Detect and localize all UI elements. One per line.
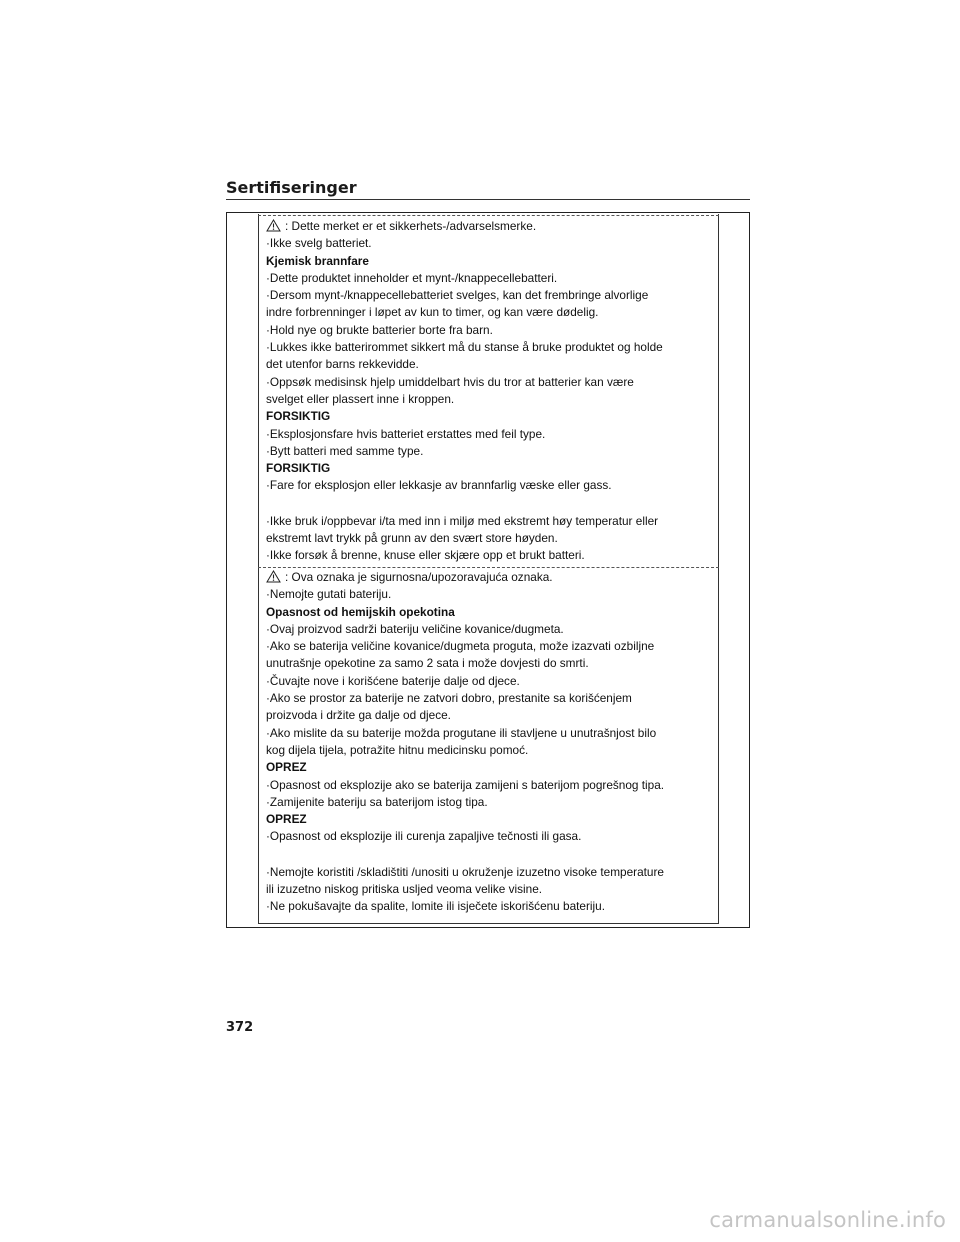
warning-text-line: unutrašnje opekotine za samo 2 sata i može dovjesti do smrti. <box>266 656 589 671</box>
warning-text-line: ·Hold nye og brukte batterier borte fra barn. <box>266 322 493 337</box>
section-heading: Kjemisk brannfare <box>266 253 369 268</box>
warning-text-line: ·Dersom mynt-/knappecellebatteriet svelges, kan det frembringe alvorlige <box>266 288 649 303</box>
warning-text-line: ili izuzetno niskog pritiska usljed veoma velike visine. <box>266 882 543 897</box>
warning-symbol-line <box>266 569 706 586</box>
warning-text-line: indre forbrenninger i løpet av kun to timer, og kan være dødelig. <box>266 305 599 320</box>
page-title: Sertifiseringer <box>226 178 357 197</box>
paragraph-gap <box>266 846 706 864</box>
warning-text-line: ·Opasnost od eksplozije ako se baterija zamijeni s baterijom pogrešnog tipa. <box>266 777 665 792</box>
paragraph-gap <box>266 495 706 513</box>
warning-text-line: ekstremt lavt trykk på grunn av den svært store høyden. <box>266 531 558 546</box>
section-heading: FORSIKTIG <box>266 409 331 424</box>
warning-text-line: ·Nemojte gutati bateriju. <box>266 587 392 602</box>
norwegian-warning-block <box>266 218 706 565</box>
warning-text-line: ·Nemojte koristiti /skladištiti /unositi u okruženje izuzetno visoke temperature <box>266 864 664 879</box>
warning-text-line: ·Zamijenite bateriju sa baterijom istog tipa. <box>266 794 488 809</box>
warning-text-line: ·Lukkes ikke batterirommet sikkert må du stanse å bruke produktet og holde <box>266 340 663 355</box>
warning-triangle-icon <box>266 570 281 583</box>
warning-triangle-icon <box>266 219 281 232</box>
warning-text-line: ·Ikke bruk i/oppbevar i/ta med inn i miljø med ekstremt høy temperatur eller <box>266 513 659 528</box>
warning-text-line: ·Ako se baterija veličine kovanice/dugmeta proguta, može izazvati ozbiljne <box>266 639 655 654</box>
warning-text-line: ·Ovaj proizvod sadrži bateriju veličine kovanice/dugmeta. <box>266 621 564 636</box>
section-heading: OPREZ <box>266 760 307 775</box>
watermark: carmanualsonline.info <box>709 1208 946 1232</box>
warning-text-line: ·Oppsøk medisinsk hjelp umiddelbart hvis du tror at batterier kan være <box>266 374 634 389</box>
warning-text-line: ·Dette produktet inneholder et mynt-/knappecellebatteri. <box>266 270 558 285</box>
warning-text-line: ·Eksplosjonsfare hvis batteriet erstattes med feil type. <box>266 426 546 441</box>
warning-symbol-line <box>266 218 706 235</box>
warning-text-line: ·Ikke svelg batteriet. <box>266 236 372 251</box>
page-number: 372 <box>226 1020 254 1035</box>
section-heading: Opasnost od hemijskih opekotina <box>266 604 455 619</box>
dashed-divider-top <box>258 215 719 216</box>
norwegian-lines <box>266 235 706 564</box>
section-heading: FORSIKTIG <box>266 461 331 476</box>
croatian-warning-block <box>266 569 706 916</box>
warning-symbol-text: : Ova oznaka je sigurnosna/upozoravajuća oznaka. <box>285 570 553 584</box>
warning-text-line: ·Ako se prostor za baterije ne zatvori dobro, prestanite sa korišćenjem <box>266 691 632 706</box>
warning-text-line: ·Ne pokušavajte da spalite, lomite ili isječete iskorišćenu bateriju. <box>266 899 605 914</box>
title-divider <box>226 199 750 200</box>
warning-text-line: ·Fare for eksplosjon eller lekkasje av brannfarlig væske eller gass. <box>266 478 612 493</box>
frame-bottom-line <box>258 923 719 924</box>
section-heading: OPREZ <box>266 812 307 827</box>
warning-text-line: ·Ikke forsøk å brenne, knuse eller skjære opp et brukt batteri. <box>266 548 585 563</box>
warning-text-line: ·Opasnost od eksplozije ili curenja zapaljive tečnosti ili gasa. <box>266 829 582 844</box>
warning-text-line: ·Čuvajte nove i korišćene baterije dalje od djece. <box>266 673 520 688</box>
warning-text-line: ·Ako mislite da su baterije možda progutane ili stavljene u unutrašnjost bilo <box>266 725 657 740</box>
warning-text-line: svelget eller plassert inne i kroppen. <box>266 391 455 406</box>
dashed-divider-middle <box>258 567 719 568</box>
warning-text-line: ·Bytt batteri med samme type. <box>266 443 424 458</box>
warning-symbol-text: : Dette merket er et sikkerhets-/advarselsmerke. <box>285 219 537 233</box>
warning-text-line: kog dijela tijela, potražite hitnu medicinsku pomoć. <box>266 742 529 757</box>
warning-text-line: det utenfor barns rekkevidde. <box>266 357 419 372</box>
warning-text-line: proizvoda i držite ga dalje od djece. <box>266 708 451 723</box>
croatian-lines <box>266 586 706 915</box>
